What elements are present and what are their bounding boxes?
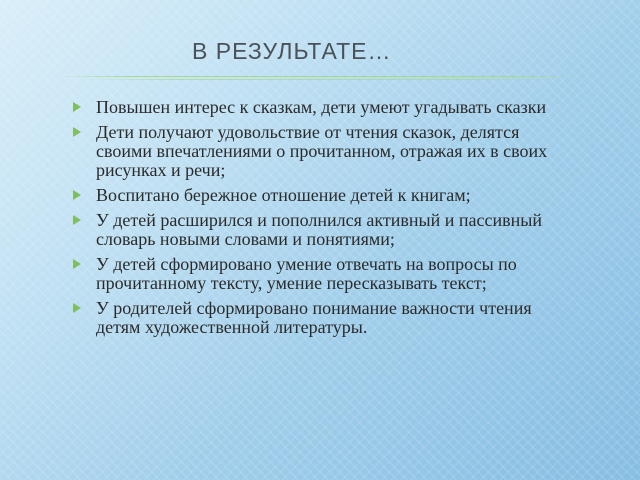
bullet-item xyxy=(73,186,573,205)
bullet-item xyxy=(73,299,573,337)
triangle-bullet-icon xyxy=(73,127,81,137)
title-underline xyxy=(56,76,586,77)
title-underline-secondary xyxy=(86,79,556,80)
bullet-item xyxy=(73,211,573,249)
bullet-list xyxy=(73,98,573,343)
bullet-item xyxy=(73,123,573,180)
bullet-item xyxy=(73,255,573,293)
triangle-bullet-icon xyxy=(73,215,81,225)
bullet-item xyxy=(73,98,573,117)
triangle-bullet-icon xyxy=(73,102,81,112)
bullet-text: У детей расширился и пополнился активный и пассивный словарь новыми словами и понятиями; xyxy=(96,210,542,249)
bullet-text: Повышен интерес к сказкам, дети умеют угадывать сказки xyxy=(96,97,547,117)
triangle-bullet-icon xyxy=(73,259,81,269)
triangle-bullet-icon xyxy=(73,190,81,200)
bullet-text: У родителей сформировано понимание важности чтения детям художественной литературы. xyxy=(96,298,532,337)
bullet-text: Дети получают удовольствие от чтения сказок, делятся своими впечатлениями о прочитанном, отражая их в своих рисунках и речи; xyxy=(96,122,548,180)
slide-title: В РЕЗУЛЬТАТЕ… xyxy=(192,38,392,64)
bullet-text: Воспитано бережное отношение детей к книгам; xyxy=(96,185,471,205)
triangle-bullet-icon xyxy=(73,303,81,313)
bullet-text: У детей сформировано умение отвечать на вопросы по прочитанному тексту, умение пересказывать текст; xyxy=(96,254,517,293)
